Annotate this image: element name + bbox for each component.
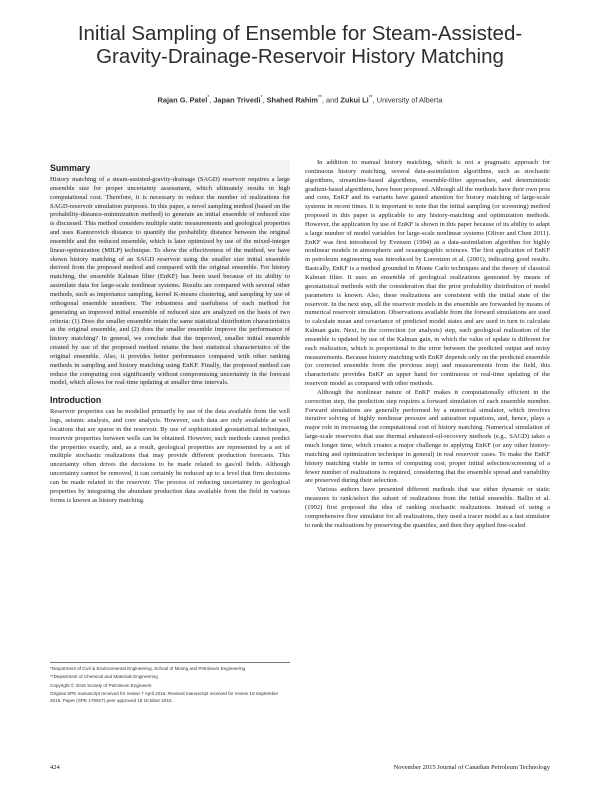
page-number: 424	[50, 764, 60, 771]
body-paragraph: In addition to manual history matching, which is not a pragmatic approach for continuous history matching, several data-assimilation algorithms, such as stochastic algorithms, streamline-based algorithms, ensemble-filter approaches, and deterministic gradient-based algorithms, have been proposed. Although all the methods have their own pros and cons, EnKF and its variants have gained attention for history matching of large-scale systems in recent times. It is important to note that the initial sampling (or screening) method proposed in this paper is applicable to any history-matching and optimization methods. However, the application by use of EnKF is shown in this paper because of its ability to adapt a large number of model variables for large-scale nonlinear systems (Oliver and Chen 2011). EnKF was first introduced by Evensen (1994) as a data-assimilation algorithm for highly nonlinear models in atmospheric and oceanographic sciences. The first application of EnKF in petroleum engineering was introduced by Lorentzen et al. (2001), indicating good results. Basically, EnKF is a method grounded in Monte Carlo techniques and the theory of classical Kalman filter. It uses an ensemble of geological realizations generated by means of geostatistical methods with the consideration that the prior probability distribution of model parameters is known. Also, these realizations are consistent with the initial state of the reservoir. In the next step, all the reservoir models in the ensemble are forwarded by means of numerical reservoir simulation. Observations available from the forward simulations are used to calculate mean and covariance of predicted model states and are used in turn to calculate Kalman gain. Next, in the correction (or analysis) step, each geological realization of the ensemble is updated by use of the Kalman gain, in which the value of update is different for each realization, which is proportional to the error between the predicted output and noisy measurements. Because history matching with EnKF depends only on the predicted ensemble (or corrected ensemble from the previous step) and measurements from the field, this characteristic provides EnKF an upper hand for continuous or real-time updating of the reservoir model as compared with other methods.	[305, 159, 550, 388]
author-sep: ,	[209, 95, 214, 105]
footnote: Copyright © 2015 Society of Petroleum Engineers	[50, 682, 152, 688]
footnote: **Department of Chemical and Materials Engineering	[50, 674, 158, 680]
author-name: Zukui Li	[340, 95, 369, 105]
author-mark: **	[368, 95, 373, 101]
author-mark: *	[260, 95, 263, 101]
summary-text: History matching of a steam-assisted-gravity-drainage (SAGD) reservoir requires a large ensemble size for proper uncertainty assessment, which ultimately results in high computational cost. Therefore, it is necessary to reduce the number of realizations for SAGD-reservoir simulation purposes. In this paper, a novel sampling method (based on the probability-distance-minimization method) to generate an initial ensemble of reduced size is discussed. This method considers multiple static measurements and geological properties and uses Kantorovich distance to quantify the probability distance between the original ensemble and the reduced ensemble, which is later optimized by use of the mixed-integer linear-optimization (MILP) technique. To show the effectiveness of the method, we have shown history matching of an SAGD reservoir using the smaller size initial ensemble derived from the proposed method and compared with the original ensemble. For history matching, the ensemble Kalman filter (EnKF) has been used because of its ability to assimilate data for large-scale nonlinear systems. Results are compared with several other methods, such as importance sampling, kernel K-means clustering, and sampling by use of orthogonal ensemble members. The robustness and usefulness of each method for generating an improved initial ensemble of reduced size are analyzed on the basis of two criteria: (1) Does the smaller ensemble retain the same statistical distribution characteristics as the original ensemble, and (2) does the smaller ensemble improve the performance of history matching? In general, we conclude that the improved, smaller initial ensemble created by use of the proposed method retains the best statistical characteristics of the original ensemble. Also, it provides better performance compared with other ranking methods in sampling and history matching using EnKF. Finally, the proposed method can reduce the computing cost significantly without compromising uncertainty in the forecast model, which allows for real-time updating at smaller time intervals.	[50, 176, 290, 387]
author-sep: ,	[262, 95, 267, 105]
body-paragraph: Although the nonlinear nature of EnKF makes it computationally efficient in the correction step, the prediction step requires a forward simulation of each ensemble member. Forward simulations are generally performed by a numerical simulator, which involves iterative solving of highly nonlinear pressure and saturation equations, and, hence, plays a major role in increasing the computational cost of history matching. Numerical simulation of large-scale reservoirs that use thermal enhanced-oil-recovery methods (e.g., SAGD) takes a much longer time, which creates a major challenge to applying EnKF (or any other history-matching and optimization technique in general) in real reservoir cases. To make the EnKF history matching viable in terms of computing cost, proper initial selection/screening of a fewer number of realizations is required, considering that the ensemble spread and variability are preserved during their selection.	[305, 388, 550, 485]
author-name: Japan Trivedi	[213, 95, 261, 105]
body-paragraph: Various authors have presented different methods that use either dynamic or static measures to rank/select the subset of realizations from the initial ensemble. Ballin et al. (1992) first proposed the idea of ranking stochastic realizations. Instead of using a comprehensive flow simulator for all realizations, they used a tracer model as a fast simulator to rank the realizations by preserving the quantiles, and then they applied fine-scaled	[305, 486, 550, 529]
introduction-heading: Introduction	[50, 395, 102, 406]
left-column	[50, 160, 290, 506]
author-sep: , and	[321, 95, 341, 105]
right-column	[305, 159, 550, 530]
affiliation: , University of Alberta	[372, 95, 443, 105]
author-name: Rajan G. Patel	[157, 95, 208, 105]
author-mark: *	[207, 95, 210, 101]
footnote: Original SPE manuscript received for review 7 April 2015. Revised manuscript received for review 18 September 2015. Paper (SPE 178927) peer approved 18 October 2015.	[50, 691, 279, 703]
paper-title: Initial Sampling of Ensemble for Steam-Assisted-Gravity-Drainage-Reservoir History Matching	[77, 22, 523, 68]
author-line	[60, 95, 540, 104]
author-mark: **	[317, 95, 322, 101]
summary-heading: Summary	[50, 163, 91, 173]
author-name: Shahed Rahim	[266, 95, 318, 105]
footnotes	[50, 662, 290, 706]
journal-footer: November 2015 Journal of Canadian Petroleum Technology	[393, 764, 550, 771]
footnote: *Department of Civil & Environmental Engineering, School of Mining and Petroleum Engineering	[50, 666, 246, 671]
summary-block	[50, 160, 290, 391]
introduction-text: Reservoir properties can be modelled primarily by use of the data available from the well logs, seismic analysis, and core analysis. However, such data are only available at well locations that are sparse in the reservoir. By use of sophisticated geostatistical techniques, reservoir properties between wells can be obtained. However, such methods cannot predict the properties exactly, and, as a result, geological properties are represented by a set of multiple stochastic realizations that may provide different production forecasts. This uncertainty often drives the decisions to be made related to gas/oil fields. Although uncertainty cannot be removed, it can certainly be reduced up to a level that firm decisions can be made related to the reservoir. The process of reducing uncertainty in geological properties by integrating the abundant production data available from the field in various forms is known as history matching.	[50, 408, 290, 504]
